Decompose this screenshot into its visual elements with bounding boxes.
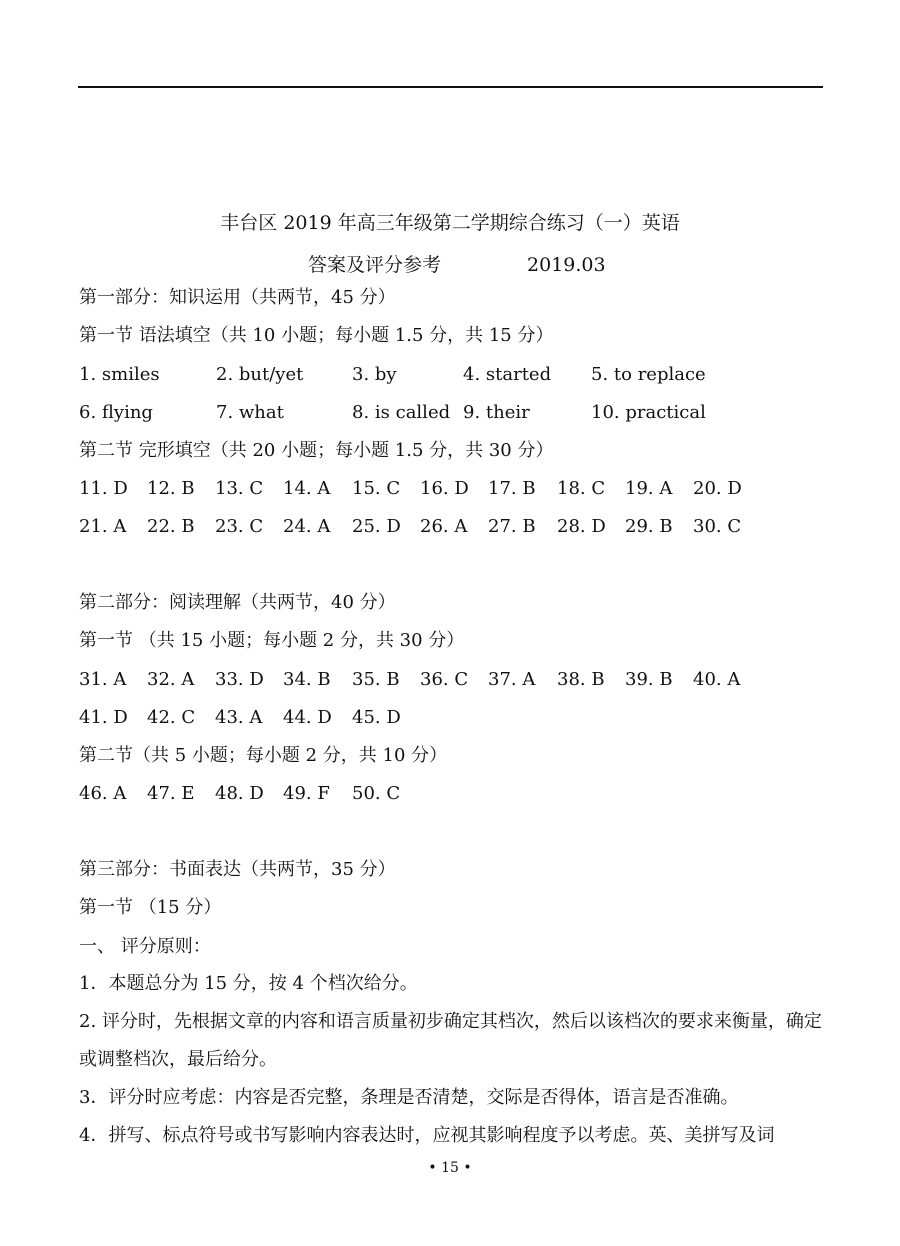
scoring-rule: 3．评分时应考虑：内容是否完整，条理是否清楚，交际是否得体，语言是否准确。 xyxy=(79,1087,739,1108)
scoring-rule: 1．本题总分为 15 分，按 4 个档次给分。 xyxy=(79,973,418,994)
answer-item: 6. flying xyxy=(79,402,153,423)
answer-item: 29. B xyxy=(625,516,673,537)
answer-item: 27. B xyxy=(488,516,536,537)
answer-item: 32. A xyxy=(147,669,195,690)
answer-item: 25. D xyxy=(352,516,401,537)
answer-item: 11. D xyxy=(79,478,128,499)
answer-item: 42. C xyxy=(147,707,196,728)
answer-item: 19. A xyxy=(625,478,673,499)
answer-item: 23. C xyxy=(215,516,264,537)
answer-item: 49. F xyxy=(283,783,330,804)
part3-heading: 第三部分：书面表达（共两节，35 分） xyxy=(79,859,396,880)
answer-item: 22. B xyxy=(147,516,195,537)
answer-item: 37. A xyxy=(488,669,536,690)
part1-section1-heading: 第一节 语法填空（共 10 小题；每小题 1.5 分，共 15 分） xyxy=(79,325,554,346)
answer-item: 28. D xyxy=(557,516,606,537)
answer-item: 7. what xyxy=(216,402,284,423)
answer-item: 36. C xyxy=(420,669,469,690)
answer-item: 18. C xyxy=(557,478,606,499)
answer-item: 2. but/yet xyxy=(216,364,304,385)
answer-item: 1. smiles xyxy=(79,364,160,385)
answer-item: 30. C xyxy=(693,516,742,537)
answer-item: 5. to replace xyxy=(591,364,706,385)
answer-item: 40. A xyxy=(693,669,741,690)
answer-item: 48. D xyxy=(215,783,264,804)
answer-item: 20. D xyxy=(693,478,742,499)
answer-item: 26. A xyxy=(420,516,468,537)
answer-item: 46. A xyxy=(79,783,127,804)
answer-item: 9. their xyxy=(463,402,530,423)
part2-section1-heading: 第一节 （共 15 小题；每小题 2 分，共 30 分） xyxy=(79,630,465,651)
answer-item: 8. is called xyxy=(352,402,451,423)
answer-item: 15. C xyxy=(352,478,401,499)
answer-item: 12. B xyxy=(147,478,195,499)
answer-item: 34. B xyxy=(283,669,331,690)
answer-item: 31. A xyxy=(79,669,127,690)
answer-item: 44. D xyxy=(283,707,332,728)
answer-item: 50. C xyxy=(352,783,401,804)
answer-item: 43. A xyxy=(215,707,263,728)
answer-item: 45. D xyxy=(352,707,401,728)
answer-item: 21. A xyxy=(79,516,127,537)
part2-heading: 第二部分：阅读理解（共两节，40 分） xyxy=(79,592,396,613)
part1-section2-heading: 第二节 完形填空（共 20 小题；每小题 1.5 分，共 30 分） xyxy=(79,440,554,461)
document-subtitle xyxy=(308,250,606,277)
part3-section1-heading: 第一节 （15 分） xyxy=(79,897,222,918)
answer-item: 16. D xyxy=(420,478,469,499)
scoring-rule: 4．拼写、标点符号或书写影响内容表达时，应视其影响程度予以考虑。英、美拼写及词 xyxy=(79,1125,775,1146)
answer-item: 41. D xyxy=(79,707,128,728)
part1-heading: 第一部分：知识运用（共两节，45 分） xyxy=(79,287,396,308)
subtitle-label: 答案及评分参考 xyxy=(308,254,442,276)
answer-item: 13. C xyxy=(215,478,264,499)
answer-item: 39. B xyxy=(625,669,673,690)
answer-item: 24. A xyxy=(283,516,331,537)
answer-item: 35. B xyxy=(352,669,400,690)
answer-item: 17. B xyxy=(488,478,536,499)
subtitle-date: 2019.03 xyxy=(527,254,606,276)
answer-item: 38. B xyxy=(557,669,605,690)
header-rule xyxy=(78,86,823,88)
principles-heading: 一、 评分原则： xyxy=(79,936,211,957)
answer-item: 10. practical xyxy=(591,402,706,423)
answer-item: 4. started xyxy=(463,364,552,385)
answer-item: 14. A xyxy=(283,478,331,499)
page-number: • 15 • xyxy=(428,1160,472,1176)
scoring-rule: 2. 评分时，先根据文章的内容和语言质量初步确定其档次，然后以该档次的要求来衡量，确定或调整档次，最后给分。 xyxy=(79,1011,822,1070)
answer-item: 47. E xyxy=(147,783,195,804)
document-title: 丰台区 2019 年高三年级第二学期综合练习（一）英语 xyxy=(220,212,680,234)
part2-section2-heading: 第二节（共 5 小题；每小题 2 分，共 10 分） xyxy=(79,745,448,766)
answer-item: 3. by xyxy=(352,364,397,385)
answer-item: 33. D xyxy=(215,669,264,690)
